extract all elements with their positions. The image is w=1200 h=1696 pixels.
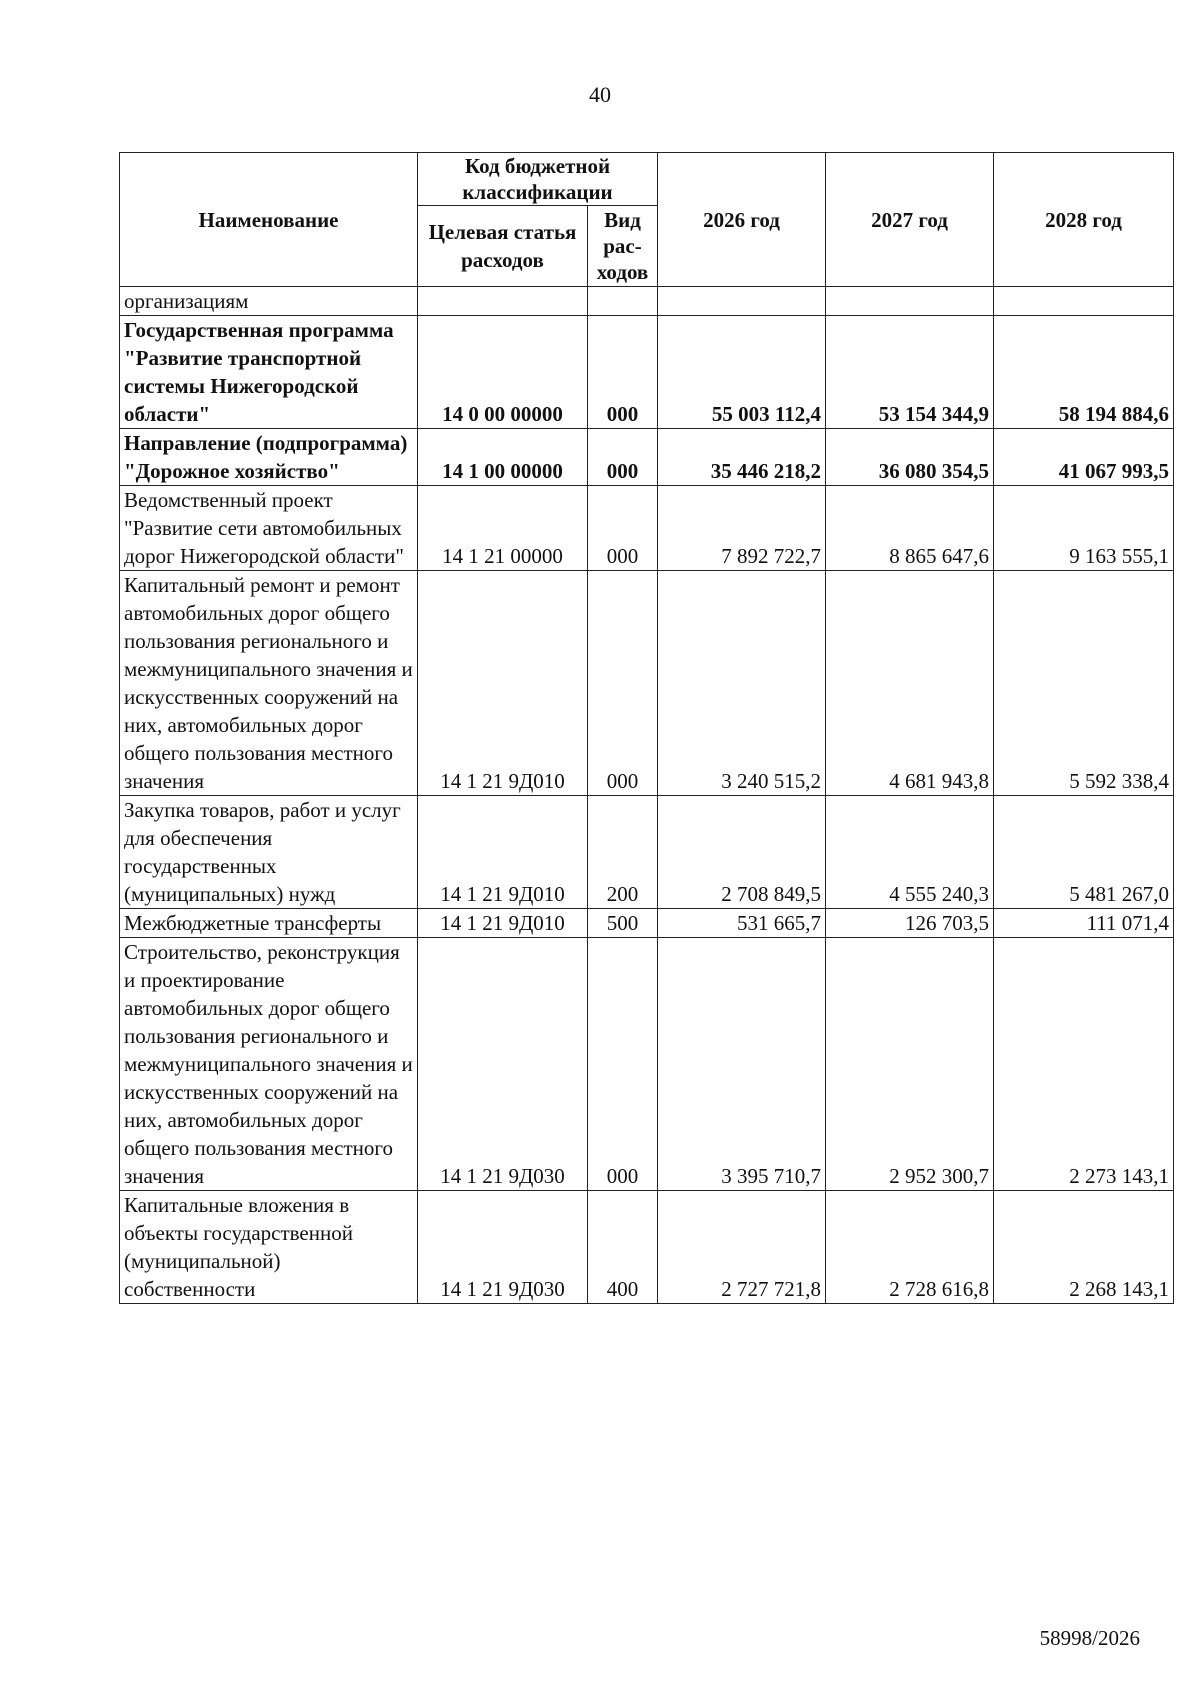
header-year-2028: 2028 год	[994, 153, 1174, 287]
row-target-item	[418, 287, 588, 316]
budget-table	[119, 152, 1174, 1304]
header-target-item	[418, 206, 588, 287]
row-value-2027: 4 555 240,3	[826, 796, 994, 909]
row-value-2026	[658, 287, 826, 316]
row-name: Межбюджетные трансферты	[120, 909, 418, 938]
row-value-2027: 8 865 647,6	[826, 486, 994, 571]
row-target-item: 14 0 00 00000	[418, 316, 588, 429]
page-number: 40	[589, 82, 611, 107]
table-body	[120, 287, 1174, 1304]
row-expense-type: 400	[588, 1191, 658, 1304]
row-expense-type: 000	[588, 429, 658, 486]
table-row	[120, 938, 1174, 1191]
row-name: Государственная программа "Развитие транспортной системы Нижегородской области"	[120, 316, 418, 429]
row-name: Закупка товаров, работ и услуг для обеспечения государственных (муниципальных) нужд	[120, 796, 418, 909]
row-expense-type: 200	[588, 796, 658, 909]
row-name: Капитальный ремонт и ремонт автомобильных дорог общего пользования регионального и межмуниципального значения и искусственных сооружений на них, автомобильных дорог общего пользования местного значения	[120, 571, 418, 796]
header-year-2026: 2026 год	[658, 153, 826, 287]
row-expense-type	[588, 287, 658, 316]
row-value-2027	[826, 287, 994, 316]
row-name: Капитальные вложения в объекты государственной (муниципальной) собственности	[120, 1191, 418, 1304]
header-expense-type-label: Вид рас-ходов	[596, 208, 649, 284]
table-row	[120, 1191, 1174, 1304]
table-row	[120, 287, 1174, 316]
row-target-item: 14 1 21 9Д010	[418, 796, 588, 909]
row-value-2026: 2 727 721,8	[658, 1191, 826, 1304]
row-value-2028: 5 592 338,4	[994, 571, 1174, 796]
row-value-2028	[994, 287, 1174, 316]
table-row	[120, 316, 1174, 429]
row-value-2028: 41 067 993,5	[994, 429, 1174, 486]
row-target-item: 14 1 21 9Д030	[418, 1191, 588, 1304]
row-expense-type: 500	[588, 909, 658, 938]
row-target-item: 14 1 21 9Д030	[418, 938, 588, 1191]
row-name: организациям	[120, 287, 418, 316]
row-value-2026: 3 395 710,7	[658, 938, 826, 1191]
header-expense-type	[588, 206, 658, 287]
row-target-item: 14 1 21 00000	[418, 486, 588, 571]
row-value-2026: 531 665,7	[658, 909, 826, 938]
row-expense-type: 000	[588, 316, 658, 429]
row-value-2028: 111 071,4	[994, 909, 1174, 938]
table-row	[120, 796, 1174, 909]
row-value-2027: 53 154 344,9	[826, 316, 994, 429]
row-value-2027: 4 681 943,8	[826, 571, 994, 796]
row-target-item: 14 1 21 9Д010	[418, 909, 588, 938]
row-value-2027: 2 728 616,8	[826, 1191, 994, 1304]
row-value-2026: 35 446 218,2	[658, 429, 826, 486]
row-value-2026: 3 240 515,2	[658, 571, 826, 796]
row-value-2027: 2 952 300,7	[826, 938, 994, 1191]
row-name: Ведомственный проект "Развитие сети автомобильных дорог Нижегородской области"	[120, 486, 418, 571]
row-value-2026: 2 708 849,5	[658, 796, 826, 909]
header-budget-code: Код бюджетной классификации	[418, 153, 658, 206]
header-year-2027: 2027 год	[826, 153, 994, 287]
row-name: Направление (подпрограмма) "Дорожное хозяйство"	[120, 429, 418, 486]
row-value-2027: 36 080 354,5	[826, 429, 994, 486]
row-value-2028: 58 194 884,6	[994, 316, 1174, 429]
row-target-item: 14 1 21 9Д010	[418, 571, 588, 796]
table-row	[120, 571, 1174, 796]
document-id: 58998/2026	[1039, 1626, 1140, 1650]
row-value-2028: 2 268 143,1	[994, 1191, 1174, 1304]
table-row	[120, 486, 1174, 571]
table-row	[120, 429, 1174, 486]
row-expense-type: 000	[588, 571, 658, 796]
row-expense-type: 000	[588, 486, 658, 571]
row-value-2026: 7 892 722,7	[658, 486, 826, 571]
table-row	[120, 909, 1174, 938]
row-target-item: 14 1 00 00000	[418, 429, 588, 486]
row-expense-type: 000	[588, 938, 658, 1191]
row-value-2028: 2 273 143,1	[994, 938, 1174, 1191]
row-value-2028: 9 163 555,1	[994, 486, 1174, 571]
row-name: Строительство, реконструкция и проектирование автомобильных дорог общего пользования регионального и межмуниципального значения и искусственных сооружений на них, автомобильных дорог общего пользования местного значения	[120, 938, 418, 1191]
row-value-2027: 126 703,5	[826, 909, 994, 938]
row-value-2028: 5 481 267,0	[994, 796, 1174, 909]
header-name: Наименование	[120, 153, 418, 287]
header-target-item-label: Целевая статья расходов	[428, 220, 577, 272]
row-value-2026: 55 003 112,4	[658, 316, 826, 429]
